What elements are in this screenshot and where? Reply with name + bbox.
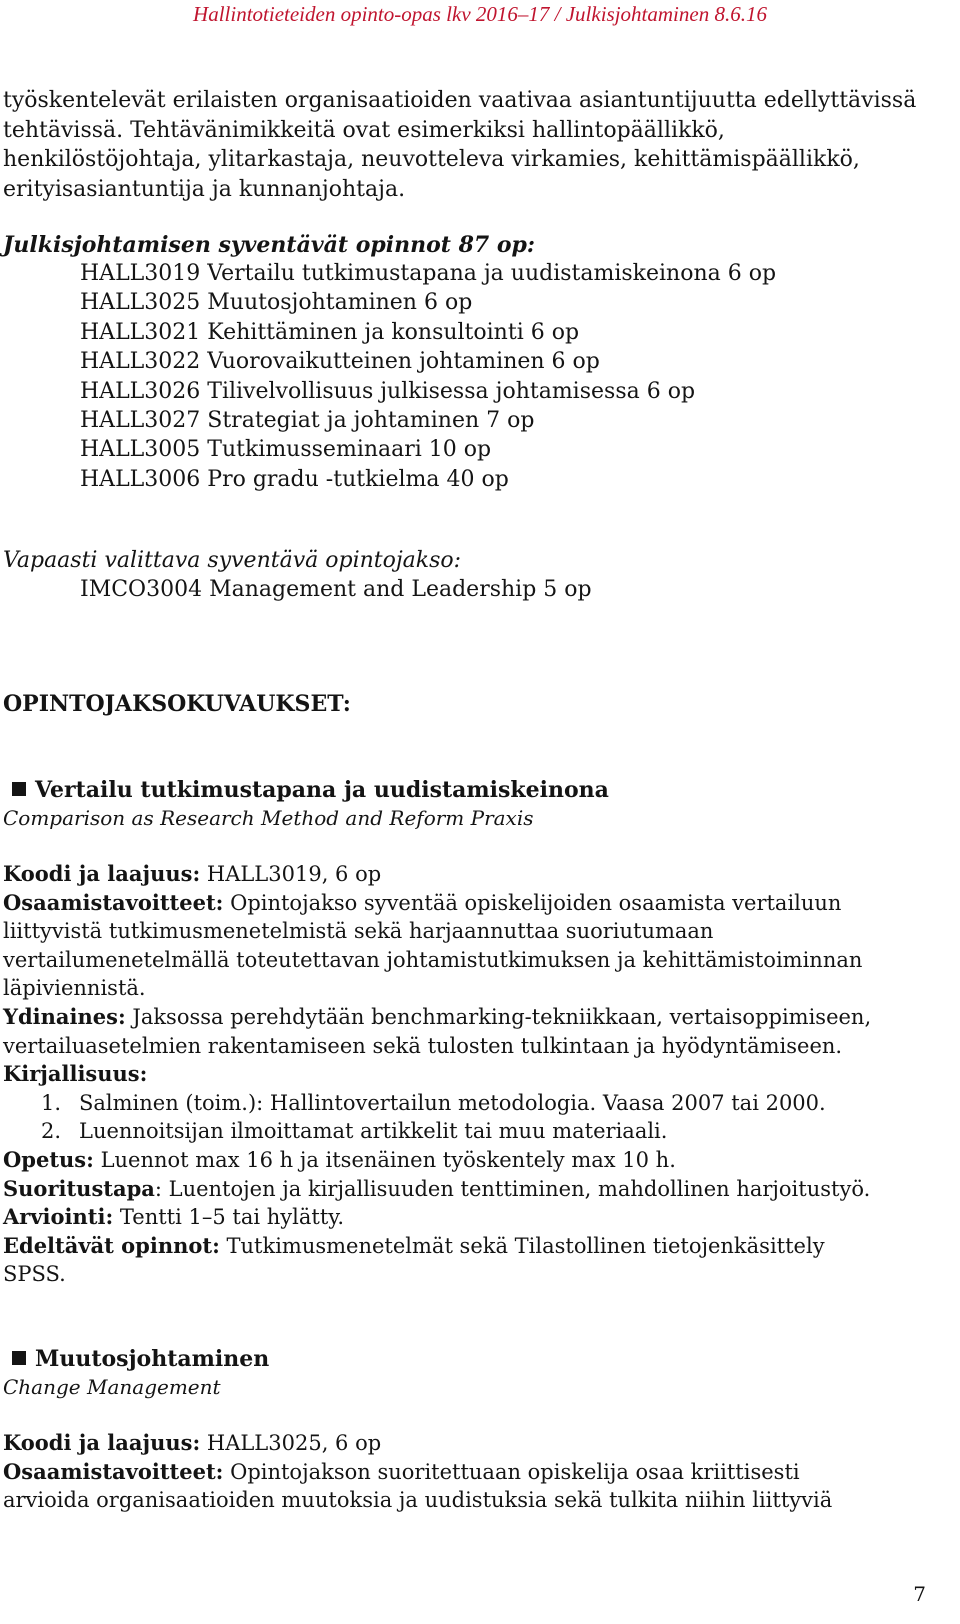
course-details [3,1429,948,1515]
content-line: vertailuasetelmien rakentamiseen sekä tulosten tulkintaan ja hyödyntämiseen. [3,1033,843,1058]
grading-label: Arviointi: [3,1204,114,1230]
code-value: HALL3019, 6 op [200,862,382,886]
prereq-text: Tutkimusmenetelmät sekä Tilastollinen tietojenkäsittely [219,1233,825,1258]
content-text: Jaksossa perehdytään benchmarking-tekniikkaan, vertaisoppimiseen, [125,1004,872,1029]
course-details [3,860,948,1289]
goals-line: arvioida organisaatioiden muutoksia ja uudistuksia sekä tulkita niihin liittyviä [3,1488,833,1513]
optional-course-list [80,575,592,604]
literature-text: Luennoitsijan ilmoittamat artikkelit tai muu materiaali. [79,1119,668,1144]
teaching-label: Opetus: [3,1146,94,1172]
intro-line: erityisasiantuntija ja kunnanjohtaja. [3,176,406,202]
course-list-item: HALL3022 Vuorovaikutteinen johtaminen 6 op [80,349,600,375]
literature-item [3,1089,948,1118]
course-list-item: IMCO3004 Management and Leadership 5 op [80,577,592,602]
course-list-item: HALL3026 Tilivelvollisuus julkisessa johtamisessa 6 op [80,378,696,404]
prereq-line: SPSS. [3,1262,66,1287]
optional-course-heading: Vapaasti valittava syventävä opintojakso: [3,548,462,573]
goals-label: Osaamistavoitteet: [3,1458,224,1484]
literature-item [3,1117,948,1146]
course-list-item: HALL3027 Strategiat ja johtaminen 7 op [80,408,535,434]
goals-row [3,1458,948,1487]
completion-row [3,1175,948,1204]
literature-number: 1. [41,1090,62,1115]
goals-label: Osaamistavoitteet: [3,889,224,915]
intro-line: työskentelevät erilaisten organisaatioiden vaativaa asiantuntijuutta edellyttävissä [3,88,917,113]
teaching-row [3,1146,948,1175]
intro-line: tehtävissä. Tehtävänimikkeitä ovat esimerkiksi hallintopäällikkö, [3,117,725,143]
code-row [3,1429,948,1458]
intro-paragraph [3,86,948,204]
course-title-text: Muutosjohtaminen [35,1346,270,1372]
course-list-item: HALL3005 Tutkimusseminaari 10 op [80,437,492,463]
code-row [3,860,948,889]
grading-row [3,1203,948,1232]
course-title [3,775,609,805]
goals-text: Opintojakso syventää opiskelijoiden osaamista vertailuun [223,890,842,915]
literature-number: 2. [41,1119,62,1144]
advanced-course-list [80,259,776,494]
page-number: 7 [913,1582,926,1606]
goals-row [3,889,948,918]
section-title: OPINTOJAKSOKUVAUKSET: [3,691,351,717]
advanced-studies-heading: Julkisjohtamisen syventävät opinnot 87 op: [3,232,536,258]
completion-value: : Luentojen ja kirjallisuuden tenttiminen, mahdollinen harjoitustyö. [154,1176,871,1201]
course-list-item: HALL3021 Kehittäminen ja konsultointi 6 op [80,319,580,345]
square-bullet-icon [12,1351,26,1365]
intro-line: henkilöstöjohtaja, ylitarkastaja, neuvotteleva virkamies, kehittämispäällikkö, [3,147,860,173]
running-header: Hallintotieteiden opinto-opas lkv 2016–17 / Julkisjohtaminen 8.6.16 [193,2,767,26]
course-subtitle: Change Management [3,1375,221,1399]
goals-text: Opintojakson suoritettuaan opiskelija osaa kriittisesti [223,1459,800,1484]
grading-value: Tentti 1–5 tai hylätty. [113,1205,345,1230]
literature-text: Salminen (toim.): Hallintovertailun metodologia. Vaasa 2007 tai 2000. [79,1090,826,1115]
course-list-item: HALL3025 Muutosjohtaminen 6 op [80,290,473,316]
code-label: Koodi ja laajuus: [3,861,201,886]
goals-line: vertailumenetelmällä toteutettavan johtamistutkimuksen ja kehittämistoiminnan [3,947,863,972]
course-list-item: HALL3019 Vertailu tutkimustapana ja uudistamiskeinona 6 op [80,261,777,286]
goals-line: liittyvistä tutkimusmenetelmistä sekä harjaannuttaa suoriutumaan [3,919,714,944]
content-label: Ydinaines: [3,1003,126,1029]
course-subtitle: Comparison as Research Method and Reform Praxis [3,806,534,830]
prereq-row [3,1232,948,1261]
course-title-text: Vertailu tutkimustapana ja uudistamiskeinona [35,777,609,803]
literature-label: Kirjallisuus: [3,1061,148,1087]
content-row [3,1003,948,1032]
course-list-item: HALL3006 Pro gradu -tutkielma 40 op [80,466,509,492]
square-bullet-icon [12,782,26,796]
completion-label: Suoritustapa [3,1175,155,1201]
course-title [3,1344,269,1374]
goals-line: läpiviennistä. [3,976,146,1001]
code-value: HALL3025, 6 op [200,1431,382,1455]
code-label: Koodi ja laajuus: [3,1430,201,1455]
teaching-value: Luennot max 16 h ja itsenäinen työskentely max 10 h. [93,1147,676,1172]
prereq-label: Edeltävät opinnot: [3,1232,220,1258]
